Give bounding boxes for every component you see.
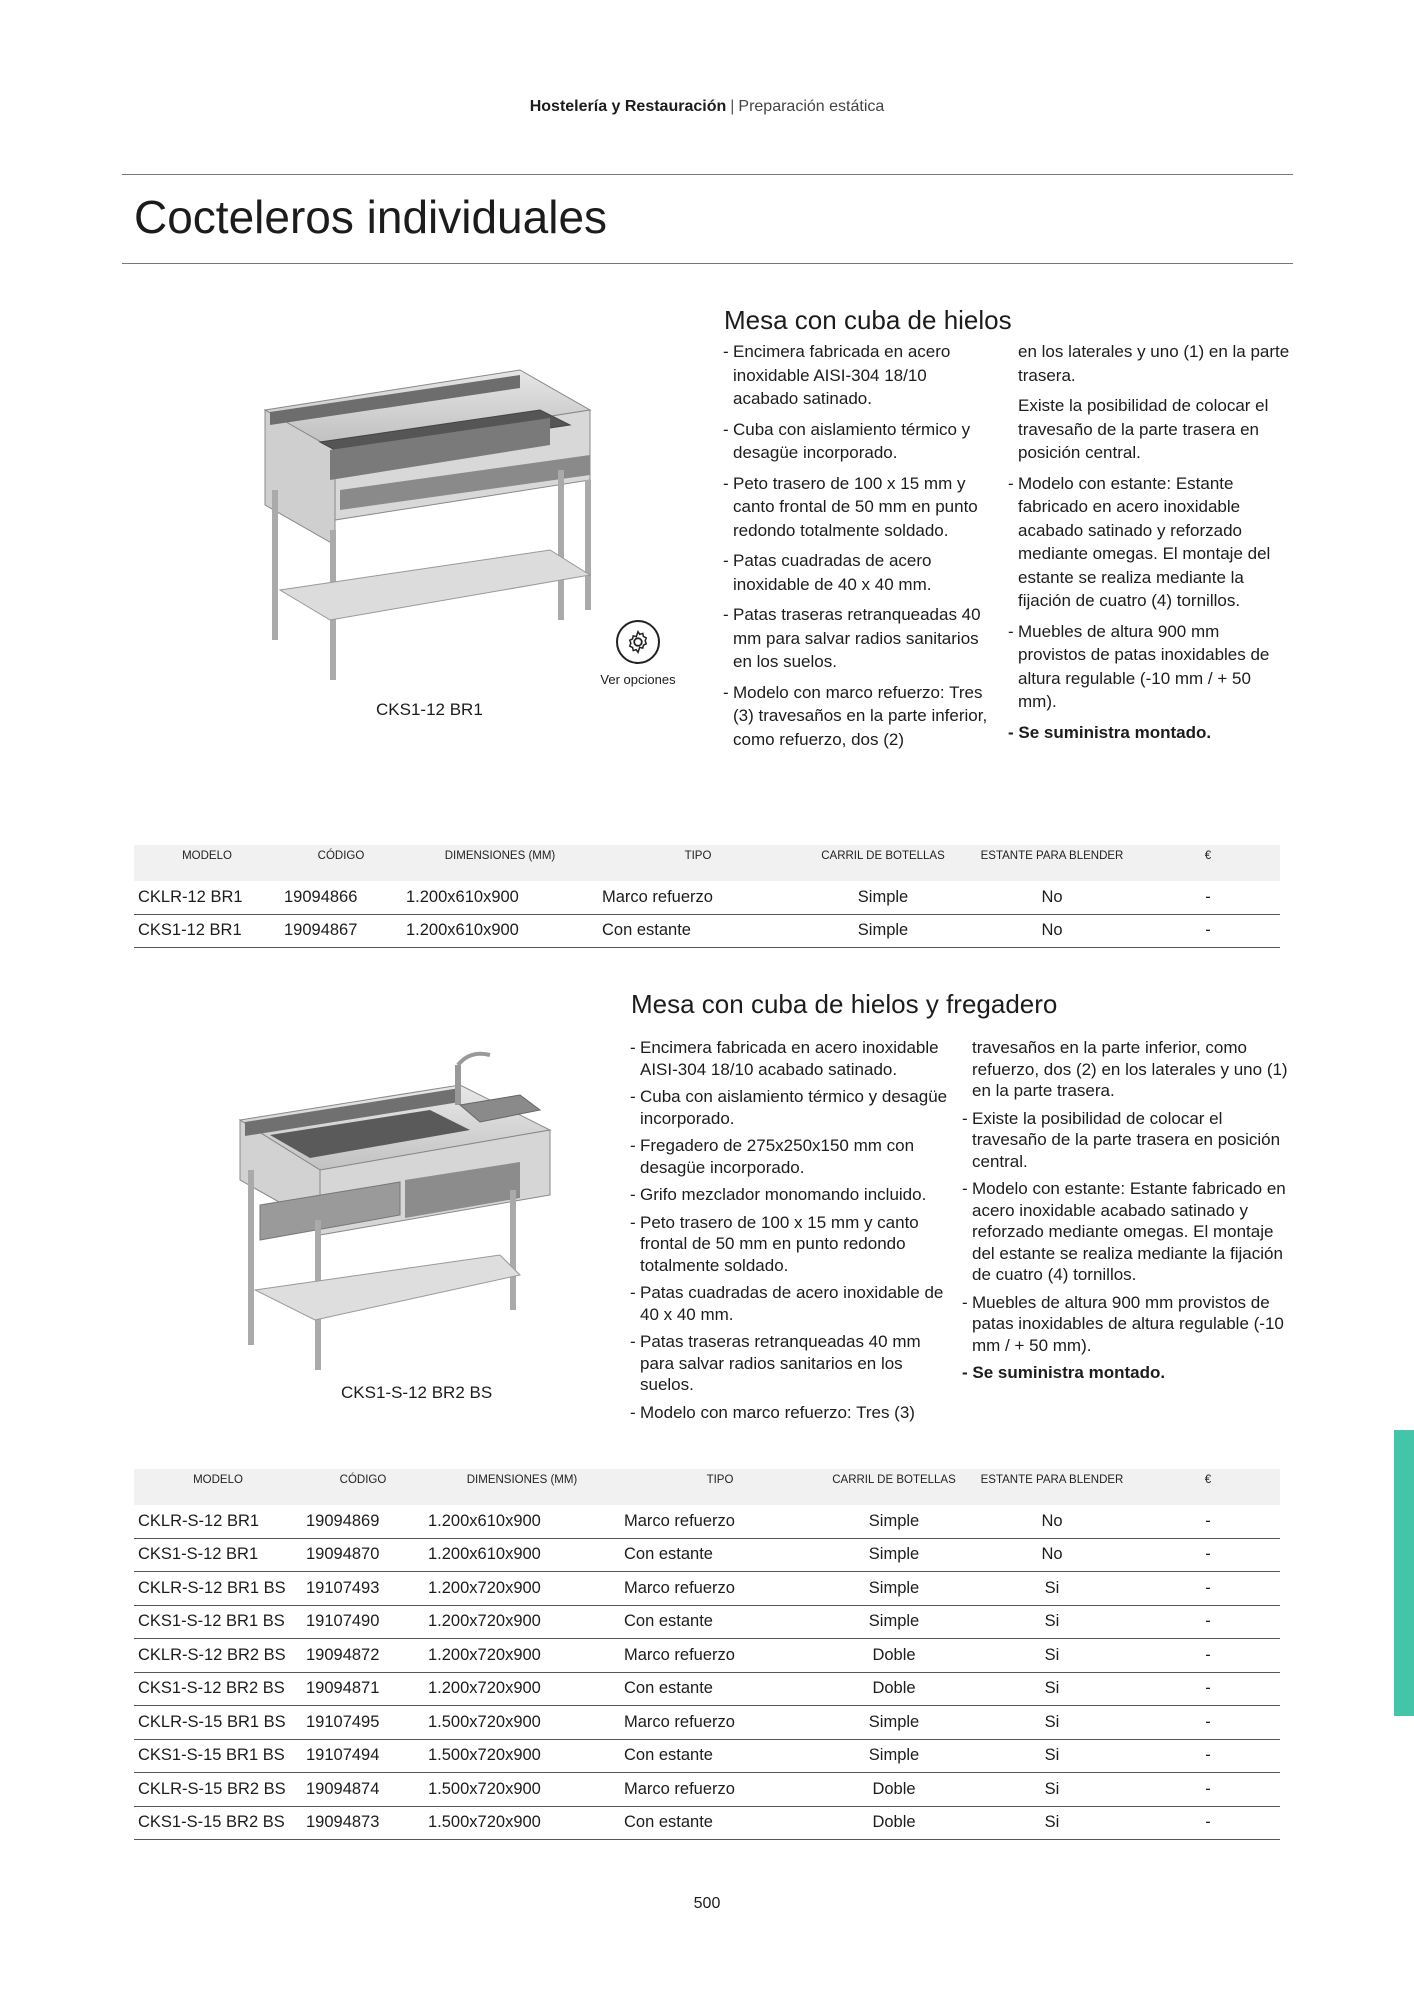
table-row	[134, 1739, 1280, 1773]
cell-tipo: Con estante	[598, 914, 798, 948]
feature-item: - Peto trasero de 100 x 15 mm y canto frontal de 50 mm en punto redondo totalmente soldado.	[723, 472, 991, 543]
cell-codigo: 19107493	[302, 1572, 424, 1606]
cell-tipo: Marco refuerzo	[620, 1773, 820, 1807]
cell-estante: Si	[968, 1739, 1136, 1773]
feature-item: - Encimera fabricada en acero inoxidable AISI-304 18/10 acabado satinado.	[723, 340, 991, 411]
cell-codigo: 19094867	[280, 914, 402, 948]
header-codigo: CÓDIGO	[302, 1469, 424, 1505]
header-estante-blender: ESTANTE PARA BLENDER	[968, 1469, 1136, 1505]
title-top-rule	[122, 174, 1293, 175]
cell-precio: -	[1136, 1538, 1280, 1572]
table-row	[134, 1572, 1280, 1606]
header-tipo: TIPO	[620, 1469, 820, 1505]
header-modelo: MODELO	[134, 845, 280, 881]
cell-estante: Si	[968, 1672, 1136, 1706]
table-row	[134, 1538, 1280, 1572]
view-options-button[interactable]	[596, 620, 680, 687]
feature-item: - Cuba con aislamiento térmico y desagüe incorporado.	[630, 1086, 950, 1129]
cell-codigo: 19094874	[302, 1773, 424, 1807]
header-estante-blender: ESTANTE PARA BLENDER	[968, 845, 1136, 881]
cell-dimensiones: 1.500x720x900	[424, 1706, 620, 1740]
table-header-row	[134, 1469, 1280, 1505]
cell-dimensiones: 1.500x720x900	[424, 1806, 620, 1840]
cell-carril: Simple	[798, 914, 968, 948]
feature-item: - Existe la posibilidad de colocar el travesaño de la parte trasera en posición central.	[962, 1108, 1290, 1173]
cell-tipo: Marco refuerzo	[620, 1639, 820, 1673]
cell-dimensiones: 1.200x610x900	[424, 1538, 620, 1572]
cell-tipo: Con estante	[620, 1605, 820, 1639]
cell-codigo: 19094873	[302, 1806, 424, 1840]
cell-carril: Doble	[820, 1773, 968, 1807]
header-carril: CARRIL DE BOTELLAS	[820, 1469, 968, 1505]
cell-dimensiones: 1.200x610x900	[424, 1505, 620, 1538]
cell-dimensiones: 1.500x720x900	[424, 1773, 620, 1807]
cell-carril: Simple	[820, 1739, 968, 1773]
feature-item: - Muebles de altura 900 mm provistos de patas inoxidables de altura regulable (-10 mm / + 50 mm).	[962, 1292, 1290, 1357]
product1-title: Mesa con cuba de hielos	[724, 305, 1012, 335]
cell-precio: -	[1136, 1672, 1280, 1706]
cell-carril: Doble	[820, 1639, 968, 1673]
table-row	[134, 914, 1280, 948]
cell-modelo: CKLR-12 BR1	[134, 881, 280, 914]
header-codigo: CÓDIGO	[280, 845, 402, 881]
section-color-tab	[1394, 1430, 1414, 1716]
product2-caption: CKS1-S-12 BR2 BS	[341, 1383, 493, 1402]
cell-codigo: 19094869	[302, 1505, 424, 1538]
cell-tipo: Con estante	[620, 1806, 820, 1840]
cell-dimensiones: 1.200x720x900	[424, 1672, 620, 1706]
cell-dimensiones: 1.200x720x900	[424, 1639, 620, 1673]
cell-codigo: 19094866	[280, 881, 402, 914]
cell-precio: -	[1136, 1773, 1280, 1807]
header-modelo: MODELO	[134, 1469, 302, 1505]
cell-tipo: Marco refuerzo	[620, 1505, 820, 1538]
header-precio: €	[1136, 845, 1280, 881]
product1-spec-table	[134, 845, 1280, 948]
product2-features-col2	[962, 1037, 1290, 1384]
product1-features-col1	[723, 340, 991, 758]
feature-item: - Grifo mezclador monomando incluido.	[630, 1184, 950, 1206]
cell-carril: Simple	[820, 1605, 968, 1639]
page-number: 500	[693, 1895, 721, 1912]
cell-estante: Si	[968, 1806, 1136, 1840]
header-precio: €	[1136, 1469, 1280, 1505]
cell-codigo: 19107494	[302, 1739, 424, 1773]
table-row	[134, 1605, 1280, 1639]
table-row	[134, 1505, 1280, 1538]
cell-precio: -	[1136, 1505, 1280, 1538]
feature-item: - Modelo con marco refuerzo: Tres (3)	[630, 1402, 950, 1424]
header-tipo: TIPO	[598, 845, 798, 881]
feature-continuation: Existe la posibilidad de colocar el travesaño de la parte trasera en posición central.	[1018, 396, 1269, 462]
cell-precio: -	[1136, 881, 1280, 914]
cell-estante: Si	[968, 1773, 1136, 1807]
cell-carril: Simple	[798, 881, 968, 914]
cell-tipo: Con estante	[620, 1672, 820, 1706]
feature-item: - Encimera fabricada en acero inoxidable AISI-304 18/10 acabado satinado.	[630, 1037, 950, 1080]
cell-modelo: CKLR-S-12 BR2 BS	[134, 1639, 302, 1673]
feature-item: - Patas traseras retranqueadas 40 mm para salvar radios sanitarios en los suelos.	[630, 1331, 950, 1396]
feature-continuation: en los laterales y uno (1) en la parte trasera.	[1018, 342, 1290, 385]
view-options-label: Ver opciones	[600, 672, 676, 687]
feature-item: - Peto trasero de 100 x 15 mm y canto frontal de 50 mm en punto redondo totalmente soldado.	[630, 1212, 950, 1277]
cell-estante: No	[968, 914, 1136, 948]
cell-modelo: CKLR-S-15 BR1 BS	[134, 1706, 302, 1740]
product2-title: Mesa con cuba de hielos y fregadero	[631, 989, 1058, 1019]
page-title: Cocteleros individuales	[134, 191, 608, 243]
cell-modelo: CKLR-S-15 BR2 BS	[134, 1773, 302, 1807]
cell-precio: -	[1136, 1639, 1280, 1673]
cell-estante: No	[968, 1538, 1136, 1572]
feature-item: - Patas cuadradas de acero inoxidable de 40 x 40 mm.	[630, 1282, 950, 1325]
feature-item: - Patas traseras retranqueadas 40 mm para salvar radios sanitarios en los suelos.	[723, 603, 991, 674]
table-row	[134, 1706, 1280, 1740]
header-carril: CARRIL DE BOTELLAS	[798, 845, 968, 881]
feature-item: - Cuba con aislamiento térmico y desagüe incorporado.	[723, 418, 991, 465]
feature-item: - Patas cuadradas de acero inoxidable de 40 x 40 mm.	[723, 549, 991, 596]
cell-dimensiones: 1.200x720x900	[424, 1605, 620, 1639]
feature-item: - Fregadero de 275x250x150 mm con desagüe incorporado.	[630, 1135, 950, 1178]
cell-estante: Si	[968, 1639, 1136, 1673]
cell-carril: Simple	[820, 1706, 968, 1740]
cell-modelo: CKS1-S-15 BR2 BS	[134, 1806, 302, 1840]
gear-icon	[616, 620, 660, 664]
product2-features-col1	[630, 1037, 950, 1429]
cell-dimensiones: 1.200x610x900	[402, 914, 598, 948]
header-dimensiones: DIMENSIONES (MM)	[402, 845, 598, 881]
feature-item: - Modelo con marco refuerzo: Tres (3) travesaños en la parte inferior, como refuerzo, dos (2)	[723, 681, 991, 752]
feature-item: - Muebles de altura 900 mm provistos de patas inoxidables de altura regulable (-10 mm / + 50 mm).	[1008, 620, 1290, 714]
cell-tipo: Marco refuerzo	[620, 1706, 820, 1740]
cell-dimensiones: 1.500x720x900	[424, 1739, 620, 1773]
table-row	[134, 1773, 1280, 1807]
feature-continuation: travesaños en la parte inferior, como refuerzo, dos (2) en los laterales y uno (1) en la parte trasera.	[972, 1038, 1288, 1100]
table-header-row	[134, 845, 1280, 881]
cell-codigo: 19107490	[302, 1605, 424, 1639]
running-header	[0, 98, 1414, 116]
cell-estante: Si	[968, 1572, 1136, 1606]
header-section: Hostelería y Restauración	[529, 98, 727, 115]
cell-modelo: CKLR-S-12 BR1 BS	[134, 1572, 302, 1606]
feature-item: - Modelo con estante: Estante fabricado en acero inoxidable acabado satinado y reforzado mediante omegas. El montaje del estante se realiza mediante la fijación de cuatro (4) tornillos.	[962, 1178, 1290, 1286]
cell-tipo: Marco refuerzo	[598, 881, 798, 914]
supplied-assembled-note: - Se suministra montado.	[962, 1363, 1166, 1382]
cell-carril: Simple	[820, 1572, 968, 1606]
cell-precio: -	[1136, 1572, 1280, 1606]
cell-precio: -	[1136, 1706, 1280, 1740]
cell-codigo: 19094870	[302, 1538, 424, 1572]
title-bottom-rule	[122, 263, 1293, 264]
product2-spec-table	[134, 1469, 1280, 1840]
cell-estante: No	[968, 881, 1136, 914]
cell-carril: Simple	[820, 1505, 968, 1538]
cell-codigo: 19094871	[302, 1672, 424, 1706]
cell-precio: -	[1136, 1739, 1280, 1773]
table-row	[134, 1639, 1280, 1673]
header-separator: |	[730, 98, 735, 115]
product-image-cks1-s-12-br2-bs	[230, 1030, 600, 1390]
cell-dimensiones: 1.200x720x900	[424, 1572, 620, 1606]
cell-modelo: CKS1-S-12 BR1 BS	[134, 1605, 302, 1639]
table-row	[134, 1806, 1280, 1840]
cell-precio: -	[1136, 1806, 1280, 1840]
table-row	[134, 881, 1280, 914]
cell-codigo: 19107495	[302, 1706, 424, 1740]
cell-precio: -	[1136, 1605, 1280, 1639]
cell-carril: Doble	[820, 1672, 968, 1706]
table-row	[134, 1672, 1280, 1706]
cell-estante: Si	[968, 1605, 1136, 1639]
cell-tipo: Con estante	[620, 1538, 820, 1572]
cell-modelo: CKS1-S-15 BR1 BS	[134, 1739, 302, 1773]
cell-estante: Si	[968, 1706, 1136, 1740]
cell-precio: -	[1136, 914, 1280, 948]
cell-carril: Doble	[820, 1806, 968, 1840]
supplied-assembled-note: - Se suministra montado.	[1008, 722, 1212, 742]
cell-modelo: CKS1-12 BR1	[134, 914, 280, 948]
cell-carril: Simple	[820, 1538, 968, 1572]
cell-tipo: Marco refuerzo	[620, 1572, 820, 1606]
cell-modelo: CKS1-S-12 BR1	[134, 1538, 302, 1572]
cell-modelo: CKS1-S-12 BR2 BS	[134, 1672, 302, 1706]
product1-caption: CKS1-12 BR1	[376, 700, 483, 719]
cell-codigo: 19094872	[302, 1639, 424, 1673]
header-subsection: Preparación estática	[738, 98, 885, 115]
cell-tipo: Con estante	[620, 1739, 820, 1773]
cell-modelo: CKLR-S-12 BR1	[134, 1505, 302, 1538]
cell-estante: No	[968, 1505, 1136, 1538]
cell-dimensiones: 1.200x610x900	[402, 881, 598, 914]
product1-features-col2	[1008, 340, 1290, 744]
feature-item: - Modelo con estante: Estante fabricado en acero inoxidable acabado satinado y reforzado mediante omegas. El montaje del estante se realiza mediante la fijación de cuatro (4) tornillos.	[1008, 472, 1290, 613]
header-dimensiones: DIMENSIONES (MM)	[424, 1469, 620, 1505]
